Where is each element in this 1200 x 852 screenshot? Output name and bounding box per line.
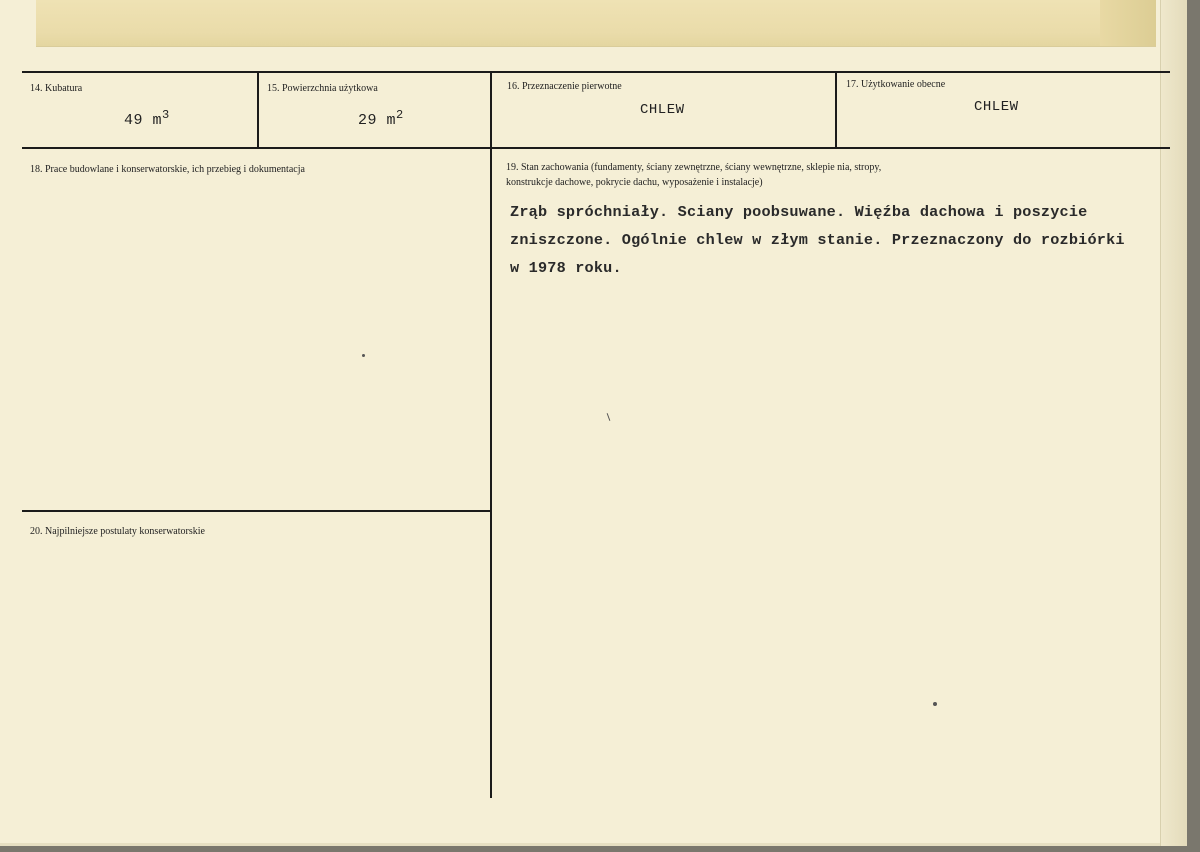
field-17-value: CHLEW — [974, 99, 1019, 115]
field-20-label: 20. Najpilniejsze postulaty konserwatorskie — [30, 526, 205, 537]
row-rule — [22, 147, 1170, 149]
field-14-label: 14. Kubatura — [30, 83, 83, 94]
folder-tab-shadow — [1100, 0, 1156, 46]
paper-speck — [607, 413, 611, 421]
field-14-number: 49 m — [124, 112, 163, 129]
paper-speck — [362, 354, 365, 357]
field-15-value — [358, 108, 404, 129]
field-19-text-line: Zrąb spróchniały. Sciany poobsuwane. Więźba dachowa i poszycie — [510, 203, 1088, 221]
field-19-text-line: w 1978 roku. — [510, 259, 622, 277]
top-rule — [22, 71, 1170, 73]
field-15-exponent: 2 — [396, 108, 404, 122]
field-19-text — [510, 198, 1170, 282]
left-section-rule — [22, 510, 490, 512]
paper-speck — [933, 702, 937, 706]
field-19-label-line2: konstrukcje dachowe, pokrycie dachu, wyposażenie i instalacje) — [506, 177, 763, 188]
field-15-label: 15. Powierzchnia użytkowa — [267, 83, 378, 94]
field-19-label-line1: 19. Stan zachowania (fundamenty, ściany zewnętrzne, ściany wewnętrzne, sklepie nia, stropy, — [506, 162, 882, 173]
field-14-value — [124, 108, 170, 129]
folder-tab — [36, 0, 1156, 46]
field-18-label: 18. Prace budowlane i konserwatorskie, ich przebieg i dokumentacja — [30, 164, 305, 175]
col-divider-1 — [257, 72, 259, 148]
field-16-value: CHLEW — [640, 102, 685, 118]
field-14-exponent: 3 — [162, 108, 170, 122]
field-19-text-line: zniszczone. Ogólnie chlew w złym stanie. Przeznaczony do rozbiórki — [510, 231, 1125, 249]
col-divider-2 — [490, 72, 492, 798]
field-15-number: 29 m — [358, 112, 397, 129]
field-16-label: 16. Przeznaczenie pierwotne — [507, 81, 622, 92]
field-17-label: 17. Użytkowanie obecne — [846, 79, 946, 90]
sheet-edge — [1160, 0, 1187, 846]
col-divider-3 — [835, 72, 837, 148]
